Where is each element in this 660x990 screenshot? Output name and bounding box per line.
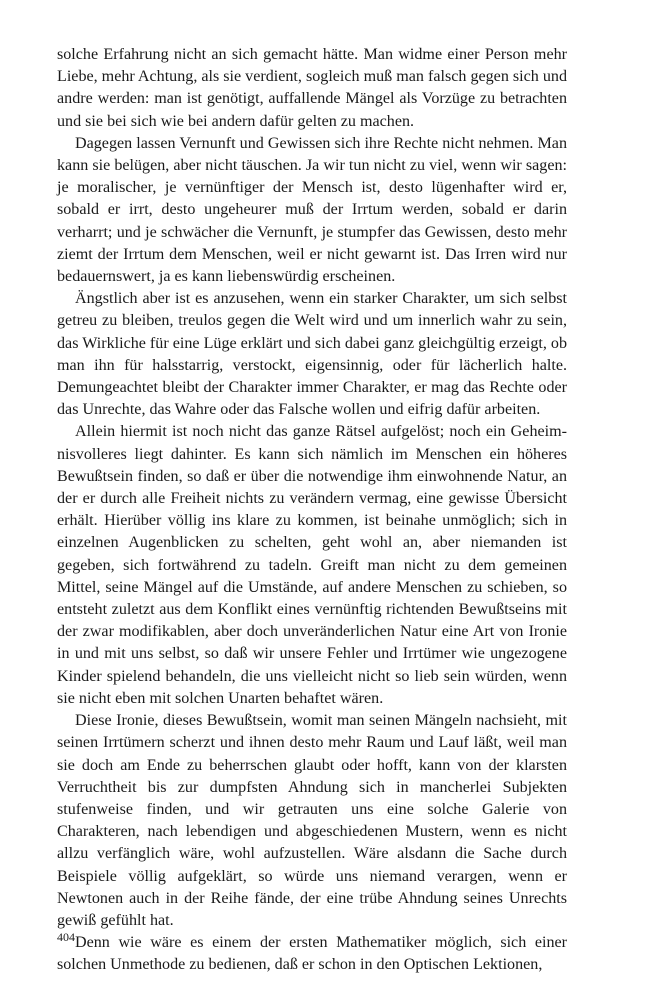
paragraph-4: Allein hiermit ist noch nicht das ganze Rätsel aufgelöst; noch ein Geheimnisvolleres liegt dahinter. Es kann sich nämlich im Menschen ein höheres Bewußtsein finden, so daß er über die notwendige ihm einwohnende Natur, an der er durch alle Freiheit nichts zu verändern vermag, eine gewisse Übersicht erhält. Hierüber völlig ins klare zu kommen, ist beinahe unmöglich; sich in einzelnen Augenblicken zu schelten, geht wohl an, aber niemanden ist gegeben, sich fortwährend zu tadeln. Greift man nicht zu dem gemeinen Mittel, seine Mängel auf die Umstände, auf andere Menschen zu schieben, so entsteht zuletzt aus dem Konflikt eines vernünftig richtenden Bewußtseins mit der zwar modifikablen, aber doch unveränderlichen Natur eine Art von Ironie in und mit uns selbst, so daß wir unsere Fehler und Irrtümer wie ungezogene Kinder spielend behandeln, die uns vielleicht nicht so lieb sein würden, wenn sie nicht eben mit solchen Unarten behaftet wären. <box>57 423 567 707</box>
paragraph-6: Denn wie wäre es einem der ersten Mathematiker möglich, sich einer solchen Unmethode zu bedienen, daß er schon in den Optischen Lektionen, <box>57 934 567 974</box>
page-text-block <box>57 44 567 977</box>
page-number: 404 <box>57 930 75 944</box>
paragraph-5: Diese Ironie, dieses Bewußtsein, womit man seinen Mängeln nachsieht, mit seinen Irrtümern scherzt und ihnen desto mehr Raum und Lauf läßt, weil man sie doch am Ende zu beherrschen glaubt oder hofft, kann von der klarsten Verruchtheit bis zur dumpfsten Ahndung sich in mancherlei Subjekten stufenweise finden, und wir getrauten uns eine solche Galerie von Charakteren, nach lebendigen und abgeschiedenen Mustern, wenn es nicht allzu verfänglich wäre, wohl aufzustellen. Wäre alsdann die Sache durch Beispiele völlig aufgeklärt, so würde uns niemand verargen, wenn er Newtonen auch in der Reihe fände, der eine trübe Ahndung seines Unrechts gewiß gefühlt hat. <box>57 712 567 929</box>
paragraph-1: solche Erfahrung nicht an sich gemacht hätte. Man widme einer Person mehr Liebe, mehr Achtung, als sie verdient, sogleich muß man falsch gegen sich und andre werden: man ist genötigt, auffallende Mängel als Vorzüge zu betrachten und sie bei sich wie bei andern dafür gelten zu machen. <box>57 46 567 130</box>
paragraph-3: Ängstlich aber ist es anzusehen, wenn ein starker Charakter, um sich selbst getreu zu bleiben, treulos gegen die Welt wird und um innerlich wahr zu sein, das Wirkliche für eine Lüge erklärt und sich dabei ganz gleichgültig erzeigt, ob man ihn für halsstarrig, verstockt, eigensinnig, oder für lächerlich halte. Demungeachtet bleibt der Charakter immer Charakter, er mag das Rechte oder das Unrechte, das Wahre oder das Falsche wollen und eifrig dafür arbeiten. <box>57 290 567 419</box>
paragraph-2: Dagegen lassen Vernunft und Gewissen sich ihre Rechte nicht nehmen. Man kann sie belügen, aber nicht täuschen. Ja wir tun nicht zu viel, wenn wir sagen: je moralischer, je vernünftiger der Mensch ist, desto lügenhafter wird er, sobald er irrt, desto ungeheurer muß der Irrtum werden, sobald er darin verharrt; und je schwächer die Vernunft, je stumpfer das Gewissen, desto mehr ziemt der Irrtum dem Menschen, weil er nicht gewarnt ist. Das Irren wird nur bedauernswert, ja es kann liebenswürdig erscheinen. <box>57 134 567 286</box>
